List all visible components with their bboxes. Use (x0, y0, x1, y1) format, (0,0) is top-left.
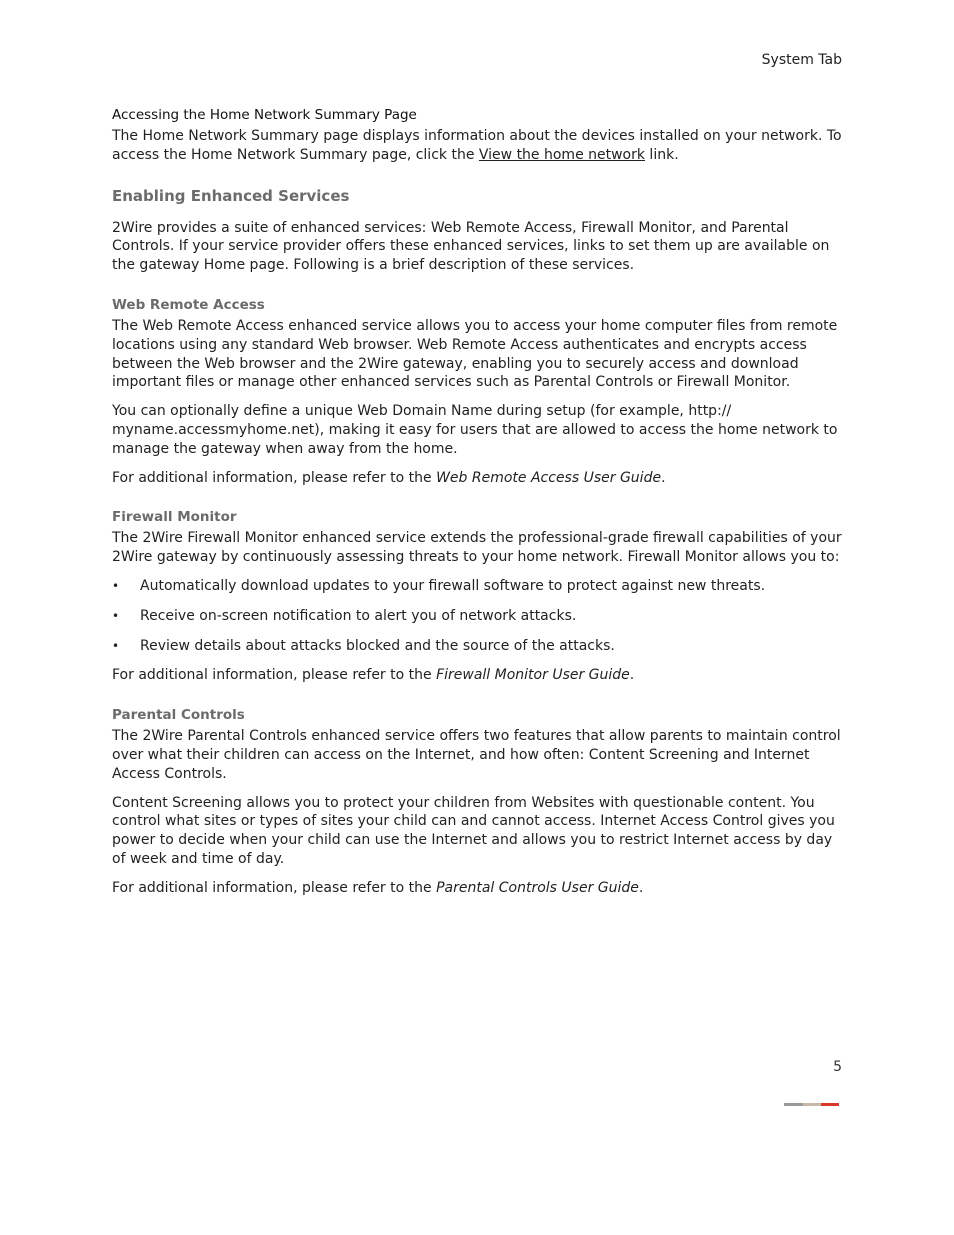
reference-suffix: . (661, 469, 666, 486)
list-item-text: Receive on-screen notification to alert you of network attacks. (140, 607, 577, 624)
firewall-paragraph-1: The 2Wire Firewall Monitor enhanced service extends the professional-grade firewall capabilities of your 2Wire gateway by continuously assessing threats to your home network. Firewall Monitor allows you to: (112, 530, 842, 566)
bullet-icon: • (112, 608, 120, 623)
section-heading-enhanced-services: Enabling Enhanced Services (112, 186, 350, 205)
bullet-icon: • (112, 578, 120, 593)
subheading-firewall-monitor: Firewall Monitor (112, 509, 237, 526)
list-item-text: Automatically download updates to your firewall software to protect against new threats. (140, 577, 766, 594)
guide-title: Firewall Monitor User Guide (436, 667, 630, 684)
guide-title: Web Remote Access User Guide (436, 469, 662, 486)
list-item-text: Review details about attacks blocked and the source of the attacks. (140, 637, 615, 654)
paragraph-text: link. (644, 146, 679, 163)
parental-reference (112, 879, 842, 898)
firewall-feature-list (112, 577, 842, 655)
web-remote-paragraph-2: You can optionally define a unique Web Domain Name during setup (for example, http:// myname.accessmyhome.net), making it easy for users that are allowed to access the home network to manage the gateway when away from the home. (112, 403, 838, 457)
enhanced-services-intro: 2Wire provides a suite of enhanced services: Web Remote Access, Firewall Monitor, and Parental Controls. If your service provider offers these enhanced services, links to set them up are available on the gateway Home page. Following is a brief description of these services. (112, 219, 830, 274)
footer-color-bar (784, 1103, 839, 1106)
bullet-icon: • (112, 638, 120, 653)
page-number: 5 (833, 1059, 842, 1075)
reference-suffix: . (629, 667, 635, 684)
footer-bar-segment-tan (803, 1103, 821, 1106)
reference-text: For additional information, please refer to the (112, 469, 437, 486)
subheading-web-remote-access: Web Remote Access (112, 296, 265, 313)
list-item (112, 607, 842, 626)
home-network-summary-paragraph (112, 127, 842, 165)
list-item (112, 577, 842, 596)
parental-paragraph-2: Content Screening allows you to protect your children from Websites with questionable content. You control what sites or types of sites your child can and cannot access. Internet Access Control gives you power to decide when your child can use the Internet and allows you to restrict Internet access by day of week and time of day. (112, 794, 835, 867)
firewall-reference (112, 666, 842, 685)
paragraph-text: The Home Network Summary page displays information about the devices installed on your network. To access the Home Network Summary page, click the (112, 128, 842, 163)
footer-bar-segment-gray (784, 1103, 803, 1106)
section-heading-home-network-summary: Accessing the Home Network Summary Page (112, 107, 417, 123)
guide-title: Parental Controls User Guide (436, 879, 639, 896)
running-header: System Tab (761, 52, 842, 68)
web-remote-paragraph-1: The Web Remote Access enhanced service allows you to access your home computer files from remote locations using any standard Web browser. Web Remote Access authenticates and encrypts access between the Web browser and the 2Wire gateway, enabling you to securely access and download important files or manage other enhanced services such as Parental Controls or Firewall Monitor. (112, 317, 838, 391)
list-item (112, 637, 842, 656)
reference-text: For additional information, please refer to the (112, 667, 437, 684)
web-remote-reference (112, 469, 842, 488)
view-home-network-link[interactable]: View the home network (478, 146, 645, 163)
parental-paragraph-1: The 2Wire Parental Controls enhanced service offers two features that allow parents to maintain control over what their children can access on the Internet, and how often: Content Screening and Internet Access Controls. (112, 728, 841, 782)
reference-suffix: . (638, 879, 644, 896)
footer-bar-segment-red (821, 1103, 839, 1106)
reference-text: For additional information, please refer to the (112, 879, 437, 896)
subheading-parental-controls: Parental Controls (112, 707, 245, 724)
page-content (112, 107, 842, 908)
